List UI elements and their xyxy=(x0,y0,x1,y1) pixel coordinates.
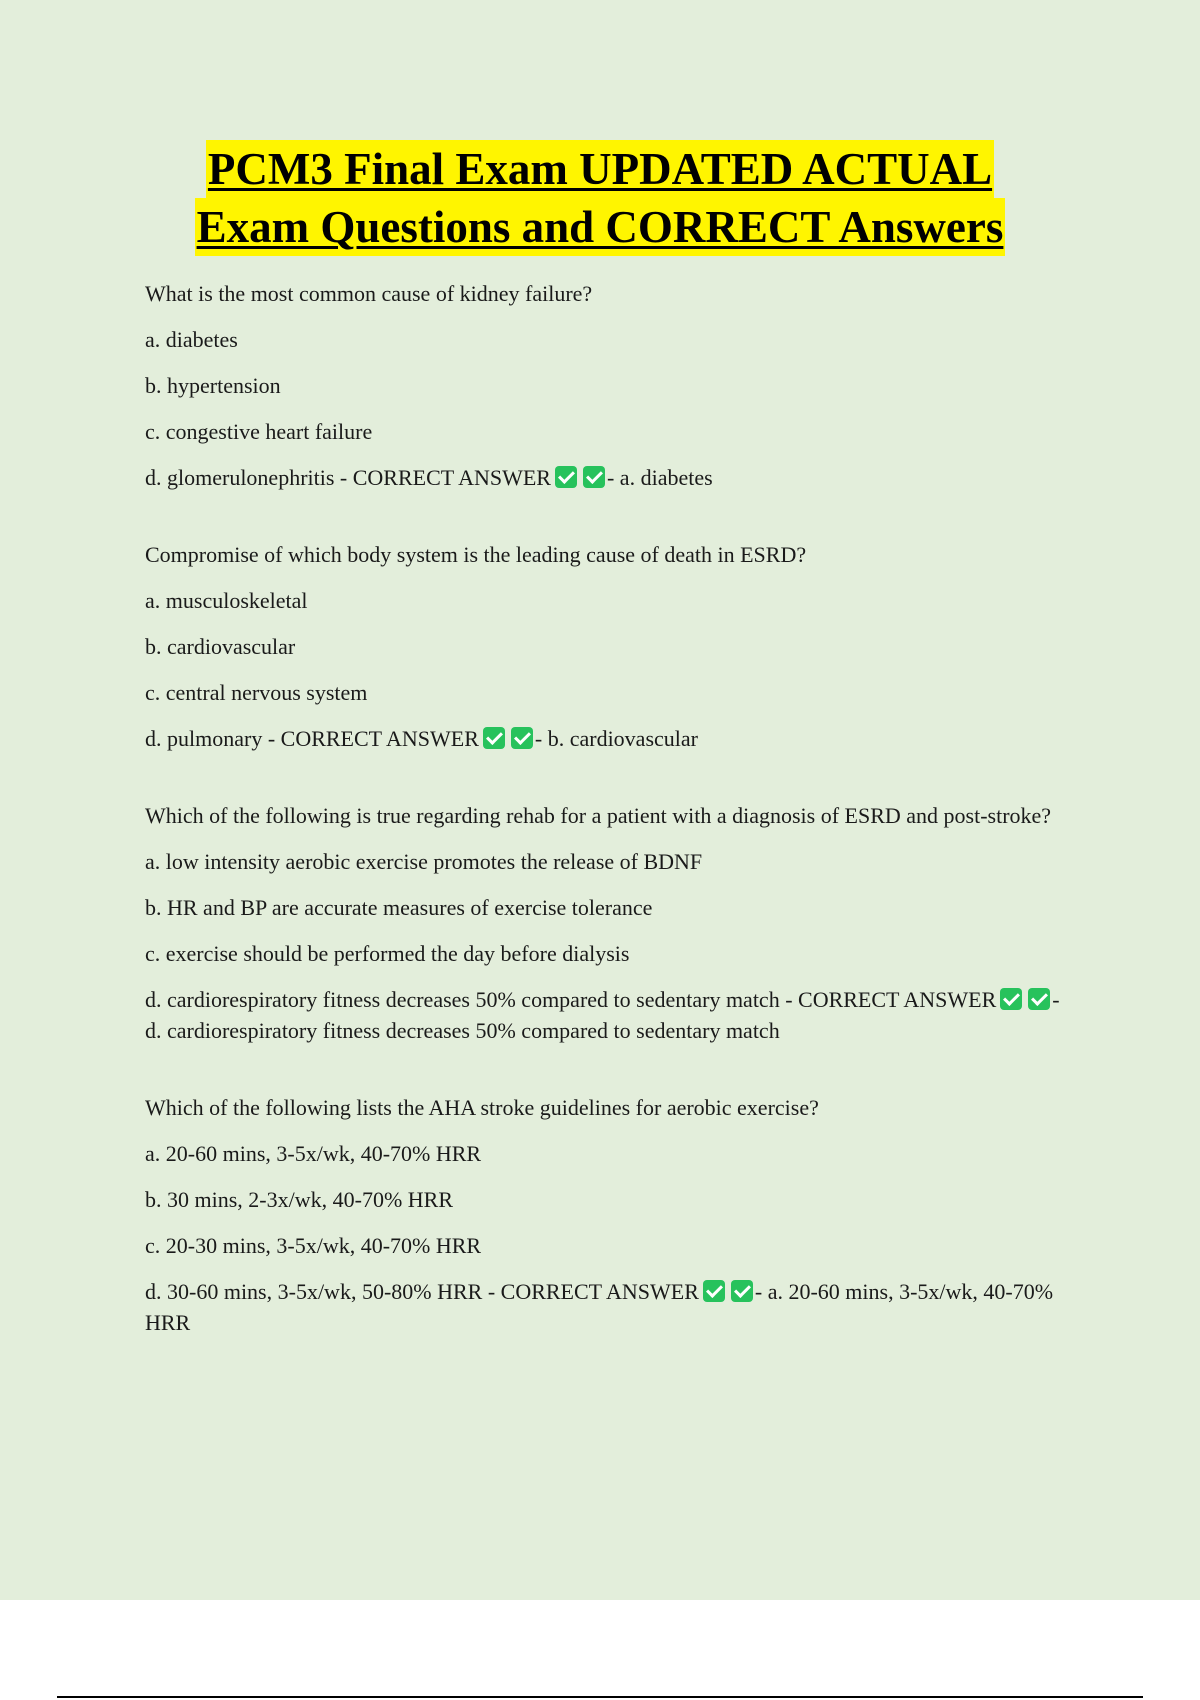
option-d-with-answer xyxy=(145,984,1075,1046)
page-title xyxy=(0,140,1200,256)
question-prompt: What is the most common cause of kidney failure? xyxy=(145,281,593,306)
check-mark-icon xyxy=(555,466,577,488)
check-mark-icon xyxy=(483,727,505,749)
check-mark-icon xyxy=(1000,988,1022,1010)
question-prompt: Which of the following is true regarding rehab for a patient with a diagnosis of ESRD and post-stroke? xyxy=(145,803,1052,828)
check-mark-icon xyxy=(583,466,605,488)
option-a: a. low intensity aerobic exercise promotes the release of BDNF xyxy=(145,849,703,874)
check-mark-icon xyxy=(511,727,533,749)
option-c: c. central nervous system xyxy=(145,680,368,705)
option-d-with-answer xyxy=(145,723,1075,754)
option-d: d. glomerulonephritis - CORRECT ANSWER xyxy=(145,465,551,490)
option-d-with-answer xyxy=(145,462,1075,493)
option-a: a. musculoskeletal xyxy=(145,588,308,613)
option-a: a. 20-60 mins, 3-5x/wk, 40-70% HRR xyxy=(145,1141,482,1166)
question-prompt: Which of the following lists the AHA stroke guidelines for aerobic exercise? xyxy=(145,1095,819,1120)
question-list xyxy=(145,278,1075,1384)
option-b: b. 30 mins, 2-3x/wk, 40-70% HRR xyxy=(145,1187,453,1212)
option-c: c. congestive heart failure xyxy=(145,419,373,444)
option-d: d. 30-60 mins, 3-5x/wk, 50-80% HRR - CORRECT ANSWER xyxy=(145,1279,699,1304)
correct-answer: - d. cardiorespiratory fitness decreases 50% compared to sedentary match xyxy=(145,987,1060,1043)
question-3 xyxy=(145,800,1075,1046)
title-line-1: PCM3 Final Exam UPDATED ACTUAL xyxy=(206,140,994,198)
title-line-2: Exam Questions and CORRECT Answers xyxy=(195,198,1006,256)
option-b: b. cardiovascular xyxy=(145,634,296,659)
correct-answer: - b. cardiovascular xyxy=(534,726,698,751)
footer-divider xyxy=(57,1696,1143,1698)
option-c: c. exercise should be performed the day before dialysis xyxy=(145,941,630,966)
correct-answer: - a. 20-60 mins, 3-5x/wk, 40-70% HRR xyxy=(145,1279,1054,1335)
option-a: a. diabetes xyxy=(145,327,238,352)
question-4 xyxy=(145,1092,1075,1338)
question-2 xyxy=(145,539,1075,754)
check-mark-icon xyxy=(1028,988,1050,1010)
correct-answer: - a. diabetes xyxy=(606,465,713,490)
check-mark-icon xyxy=(731,1280,753,1302)
question-1 xyxy=(145,278,1075,493)
check-mark-icon xyxy=(703,1280,725,1302)
option-c: c. 20-30 mins, 3-5x/wk, 40-70% HRR xyxy=(145,1233,482,1258)
question-prompt: Compromise of which body system is the leading cause of death in ESRD? xyxy=(145,542,807,567)
option-d-with-answer xyxy=(145,1276,1075,1338)
option-b: b. HR and BP are accurate measures of exercise tolerance xyxy=(145,895,653,920)
option-b: b. hypertension xyxy=(145,373,281,398)
option-d: d. cardiorespiratory fitness decreases 50% compared to sedentary match - CORRECT ANSWER xyxy=(145,987,997,1012)
option-d: d. pulmonary - CORRECT ANSWER xyxy=(145,726,479,751)
